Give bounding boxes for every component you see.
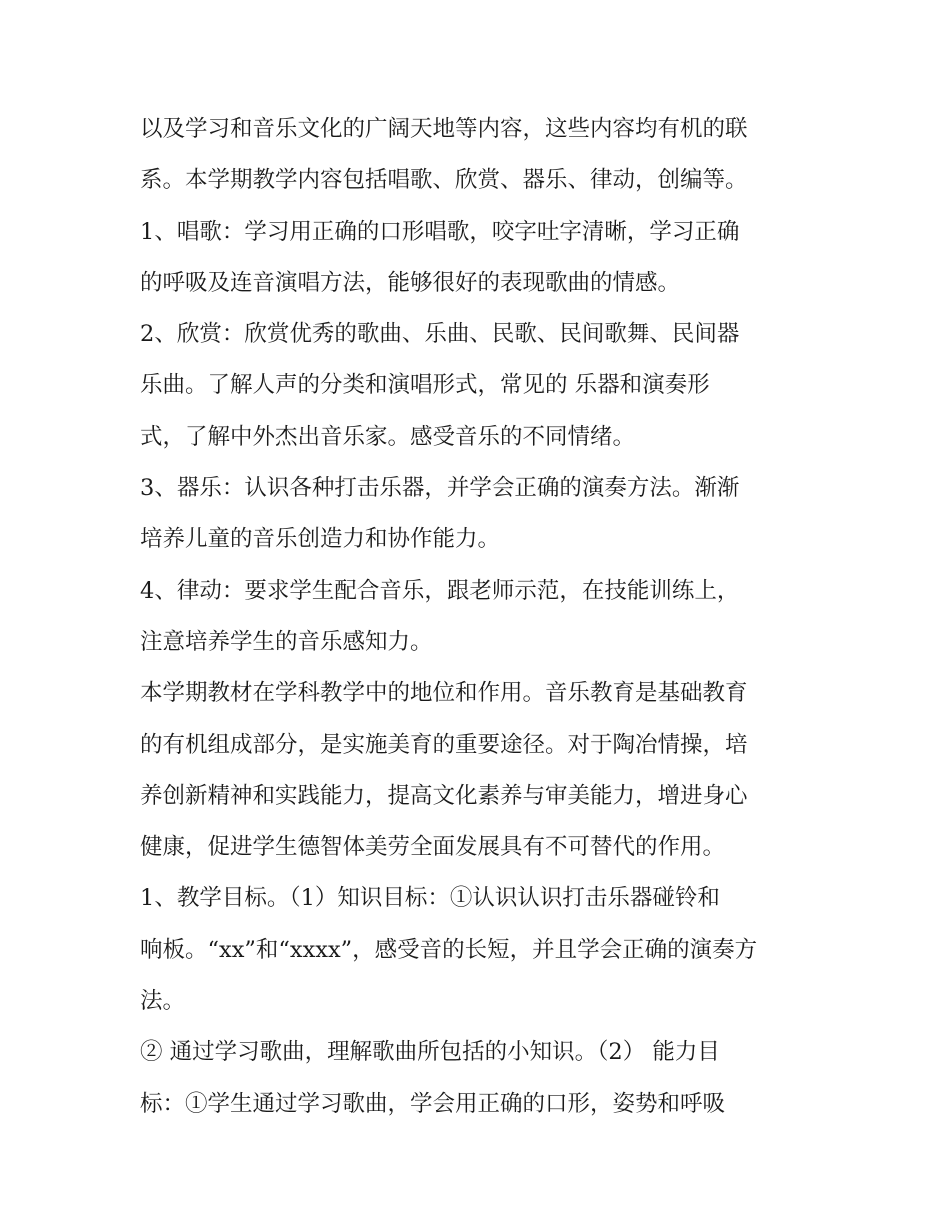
text-line: 响板。“xx”和“xxxx”，感受音的长短，并且学会正确的演奏方 [140, 936, 758, 963]
text-line: 4、律动：要求学生配合音乐，跟老师示范，在技能训练上， [140, 577, 740, 604]
text-line: 养创新精神和实践能力，提高文化素养与审美能力，增进身心 [140, 782, 748, 809]
text-line: 式，了解中外杰出音乐家。感受音乐的不同情绪。 [140, 423, 636, 450]
text-line: 培养儿童的音乐创造力和协作能力。 [140, 526, 501, 553]
text-line: 法。 [140, 988, 186, 1015]
text-line: 1、教学目标。（1）知识目标：①认识认识打击乐器碰铃和 [140, 885, 720, 912]
text-line: 以及学习和音乐文化的广阔天地等内容，这些内容均有机的联 [140, 116, 748, 142]
text-line: 本学期教材在学科教学中的地位和作用。音乐教育是基础教育 [140, 680, 748, 707]
text-line: 健康，促进学生德智体美劳全面发展具有不可替代的作用。 [140, 834, 726, 861]
text-line: 2、欣赏：欣赏优秀的歌曲、乐曲、民歌、民间歌舞、民间器 [140, 321, 740, 348]
text-line: 乐曲。了解人声的分类和演唱形式，常见的 乐器和演奏形 [140, 372, 710, 399]
text-line: 的呼吸及连音演唱方法，能够很好的表现歌曲的情感。 [140, 269, 681, 296]
text-line: 3、器乐：认识各种打击乐器，并学会正确的演奏方法。渐渐 [140, 475, 740, 502]
text-line: 的有机组成部分，是实施美育的重要途径。对于陶冶情操，培 [140, 731, 748, 758]
text-line: 注意培养学生的音乐感知力。 [140, 628, 433, 655]
text-line: 系。本学期教学内容包括唱歌、欣赏、器乐、律动，创编等。 [140, 167, 748, 194]
text-line: 标：①学生通过学习歌曲，学会用正确的口形，姿势和呼吸 [140, 1090, 726, 1117]
text-line: 1、唱歌：学习用正确的口形唱歌，咬字吐字清晰，学习正确 [140, 218, 740, 245]
document-body [140, 104, 830, 1130]
text-line: ② 通过学习歌曲，理解歌曲所包括的小知识。（2） 能力目 [140, 1039, 720, 1066]
